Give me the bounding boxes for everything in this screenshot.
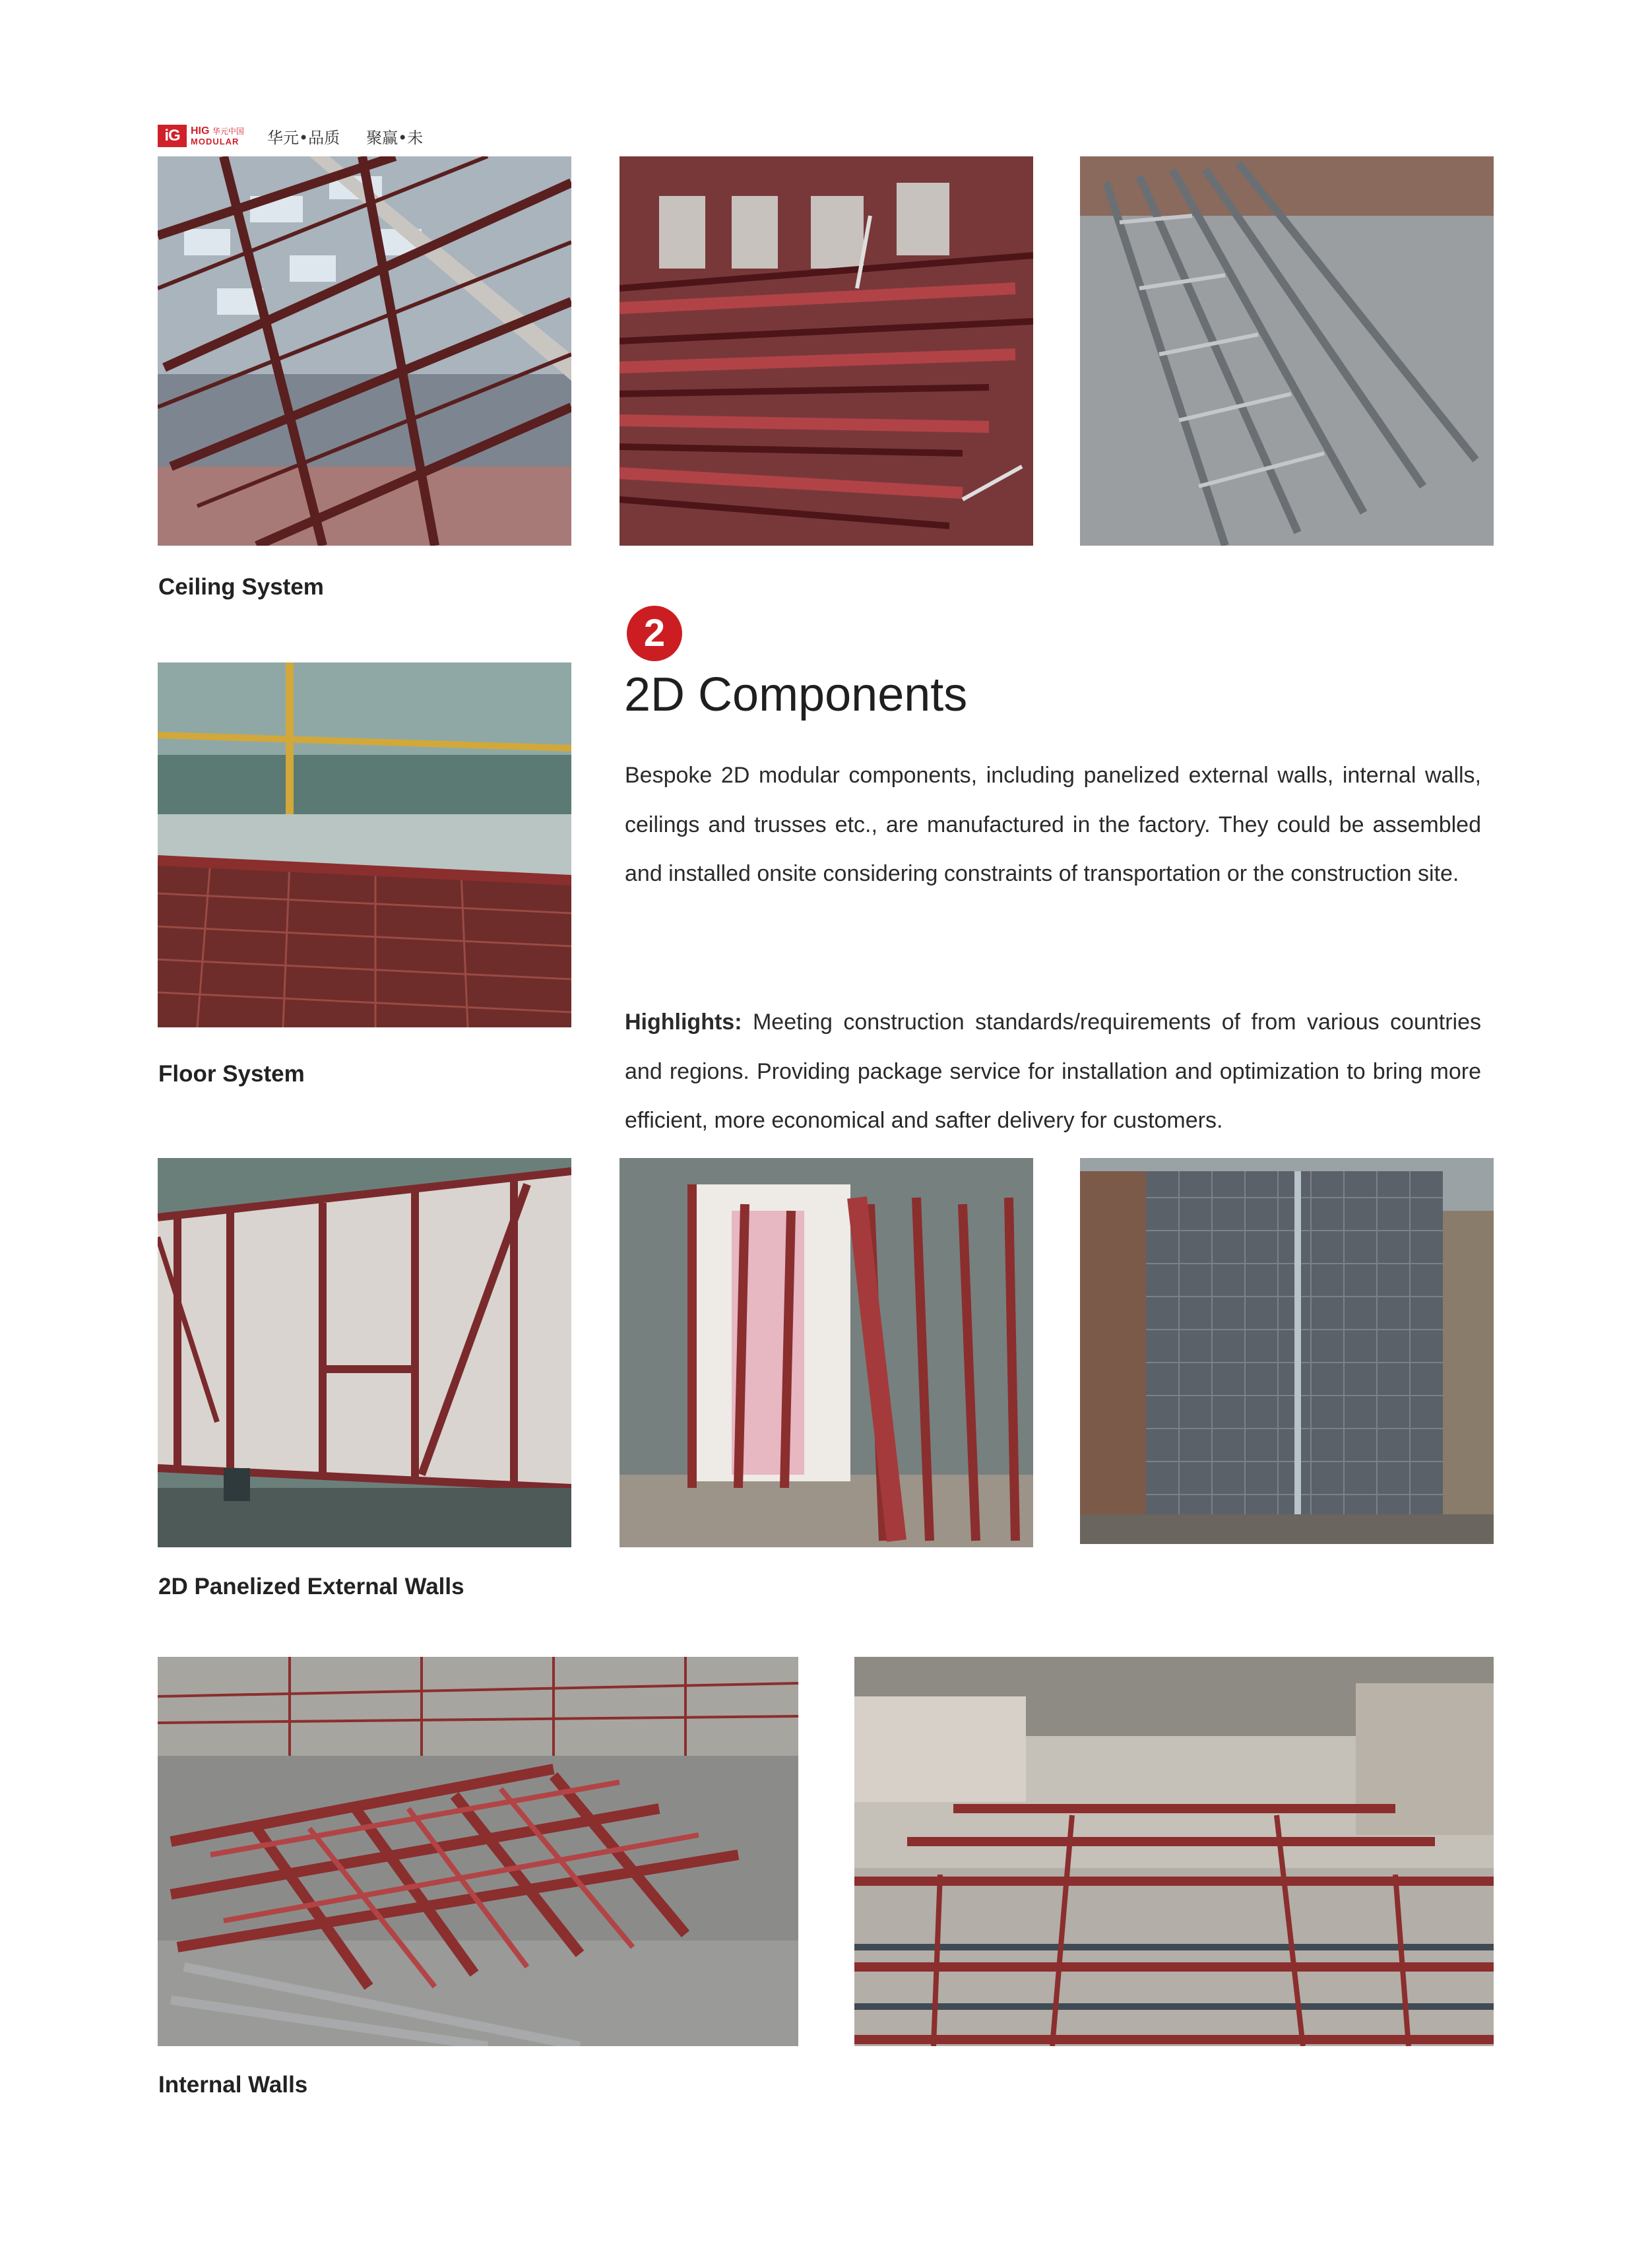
- slogan-right: 聚赢•未: [366, 129, 424, 147]
- section-description: Bespoke 2D modular components, including panelized external walls, internal walls, ceilings and trusses etc., are manufactured in the factory. They could be assembled and installed onsite considering constraints of transportation or the construction site.: [625, 763, 1481, 886]
- logo-subtitle: MODULAR: [191, 136, 239, 146]
- external-wall-photo-2: [620, 1158, 1033, 1547]
- external-wall-photo-3: [1080, 1158, 1494, 1544]
- external-wall-photo-1: [158, 1158, 571, 1547]
- slogan: [267, 125, 423, 148]
- ceiling-photo-2: [620, 156, 1033, 546]
- logo-mark: iG: [158, 125, 187, 147]
- caption-external-walls: 2D Panelized External Walls: [158, 1574, 464, 1599]
- floor-photo: [158, 662, 571, 1027]
- section-title: 2D Components: [624, 668, 968, 721]
- logo-brand: HIG 华元中国: [191, 125, 244, 137]
- ceiling-photo-3: [1080, 156, 1494, 546]
- ceiling-photo-1: [158, 156, 571, 546]
- caption-ceiling: Ceiling System: [158, 574, 324, 600]
- company-logo: [158, 123, 244, 148]
- highlights-label: Highlights:: [625, 1010, 742, 1035]
- section-number-badge: 2: [627, 606, 682, 661]
- caption-floor: Floor System: [158, 1061, 305, 1087]
- highlights-text: Meeting construction standards/requirements of from various countries and regions. Providing package service for installation and optimization to bring more efficient, more economical and safter delivery for customers.: [625, 1010, 1481, 1133]
- internal-wall-photo-2: [854, 1657, 1494, 2046]
- highlights-paragraph: [625, 998, 1481, 1145]
- logo-cn: 华元中国: [212, 126, 244, 136]
- internal-wall-photo-1: [158, 1657, 798, 2046]
- slogan-left: 华元•品质: [267, 129, 340, 147]
- caption-internal-walls: Internal Walls: [158, 2072, 308, 2098]
